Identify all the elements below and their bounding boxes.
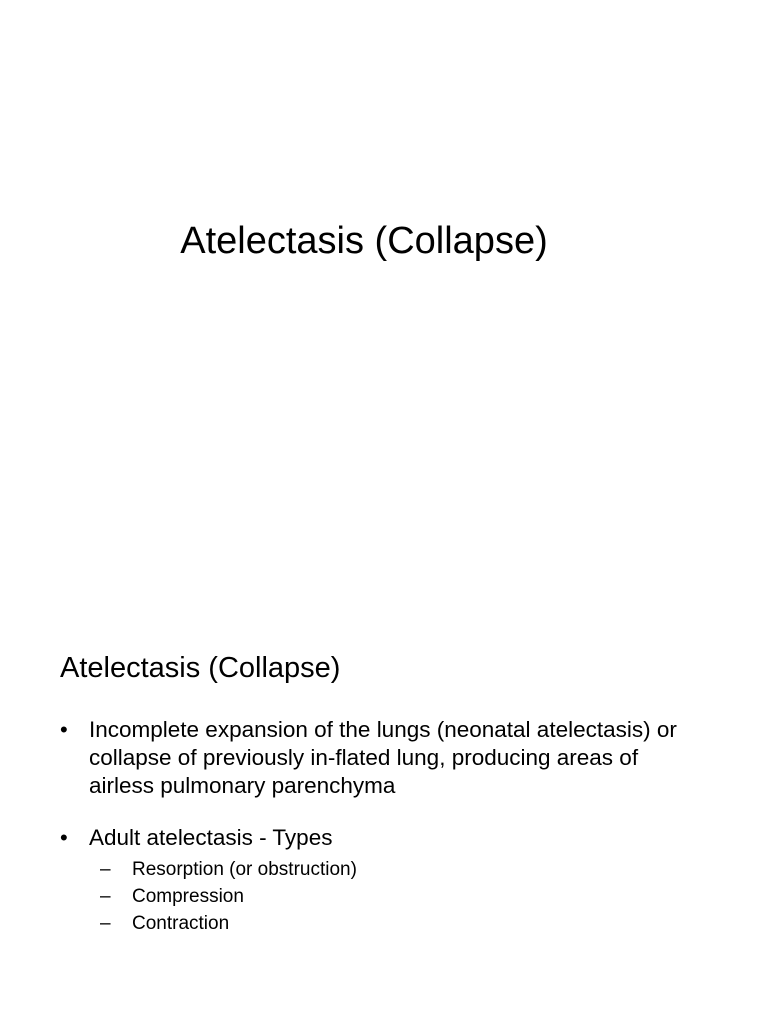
sub-bullet-list (89, 856, 700, 937)
sub-bullet-item (100, 910, 700, 937)
dash-marker: – (100, 913, 111, 934)
sub-bullet-item (100, 856, 700, 883)
title-slide (0, 0, 768, 500)
bullet-item-types (60, 824, 700, 937)
dash-marker: – (100, 886, 111, 907)
bullet-marker: • (60, 717, 68, 742)
bullet-item-definition (60, 716, 700, 800)
bullet-text: Adult atelectasis - Types (89, 825, 333, 850)
sub-bullet-item (100, 883, 700, 910)
sub-bullet-text: Compression (132, 886, 244, 907)
dash-marker: – (100, 859, 111, 880)
bullet-text: Incomplete expansion of the lungs (neonatal atelectasis) or collapse of previously in-flated lung, producing areas of airless pulmonary parenchyma (89, 717, 677, 798)
bullet-list (60, 716, 700, 961)
sub-bullet-text: Contraction (132, 913, 230, 934)
sub-bullet-text: Resorption (or obstruction) (132, 859, 357, 880)
content-slide (0, 630, 768, 1024)
slide-title: Atelectasis (Collapse) (180, 220, 548, 262)
slide-heading: Atelectasis (Collapse) (60, 652, 341, 684)
bullet-marker: • (60, 825, 68, 850)
